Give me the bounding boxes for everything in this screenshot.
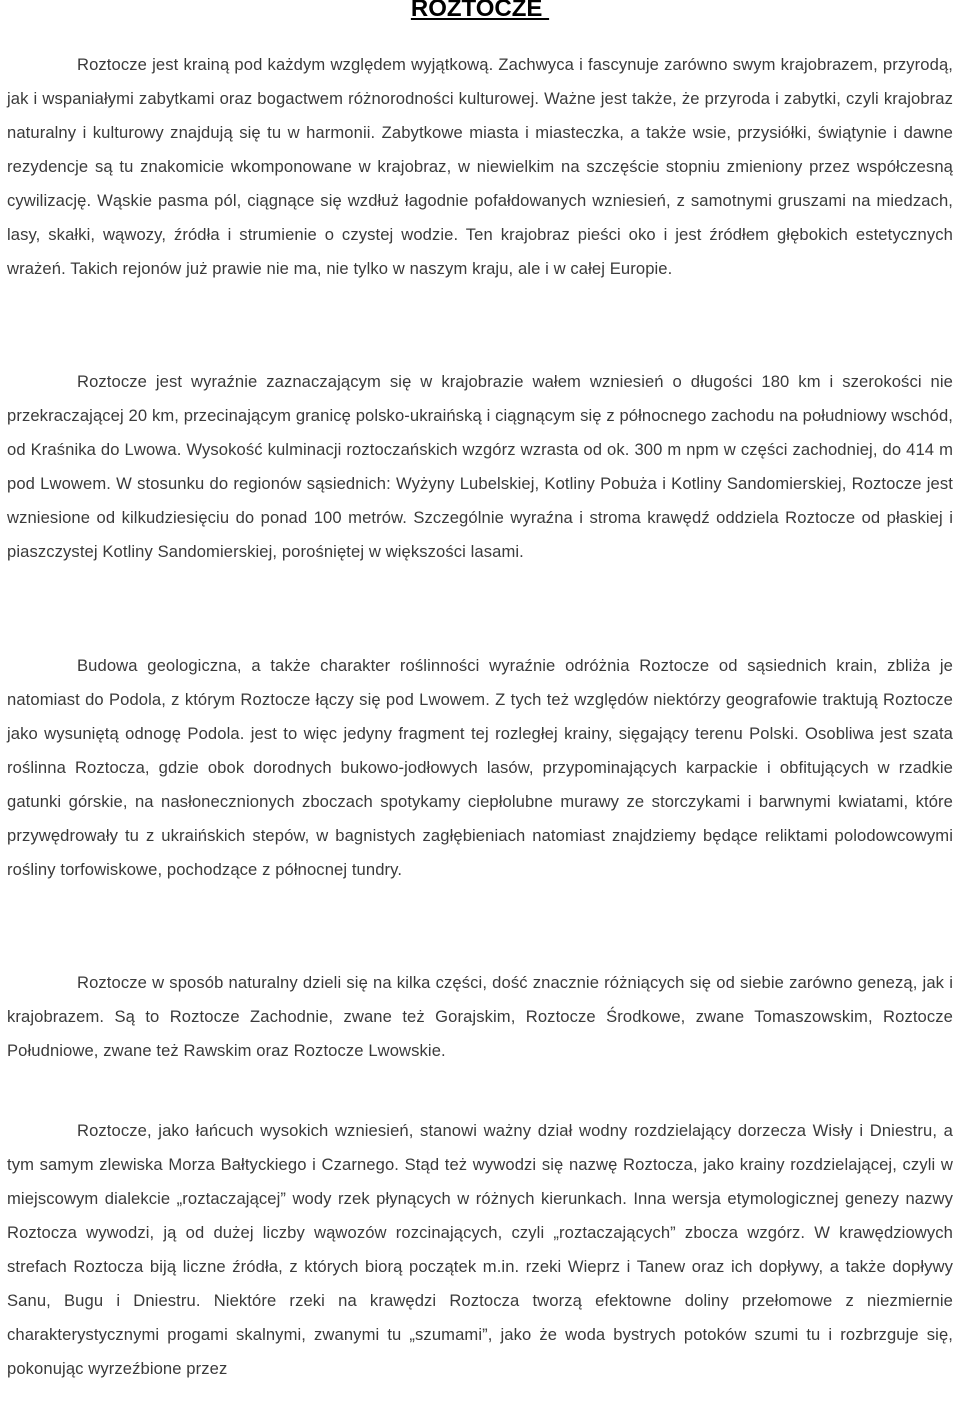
paragraph-watershed: Roztocze, jako łańcuch wysokich wzniesień, stanowi ważny dział wodny rozdzielający dorzecza Wisły i Dniestru, a tym samym zlewiska Morza Bałtyckiego i Czarnego. Stąd też wywodzi się nazwę Roztocza, jako krainy rozdzielającej, czyli w miejscowym dialekcie „roztaczającej” wody rzek płynących w różnych kierunkach. Inna wersja etymologicznej genezy nazwy Roztocza wywodzi, ją od dużej liczby wąwozów rozcinających, czyli „roztaczających” zbocza wzgórz. W krawędziowych strefach Roztocza biją liczne źródła, z których biorą początek m.in. rzeki Wieprz i Tanew oraz ich dopływy, a także dopływy Sanu, Bugu i Dniestru. Niektóre rzeki na krawędzi Roztocza tworzą efektowne doliny przełomowe z niezmiernie charakterystycznymi progami skalnymi, zwanymi tu „szumami”, jako że woda bystrych potoków szumi tu i rozbrzguje się, pokonując wyrzeźbione przez	[7, 1121, 953, 1378]
paragraph-intro: Roztocze jest krainą pod każdym względem wyjątkową. Zachwyca i fascynuje zarówno swym krajobrazem, przyrodą, jak i wspaniałymi zabytkami oraz bogactwem różnorodności kulturowej. Ważne jest także, że przyroda i zabytki, czyli krajobraz naturalny i kulturowy znajdują się tu w harmonii. Zabytkowe miasta i miasteczka, a także wsie, przysiółki, świątynie i dawne rezydencje są tu znakomicie wkomponowane w krajobraz, w niewielkim na szczęście stopniu zmieniony przez współczesną cywilizację. Wąskie pasma pól, ciągnące się wzdłuż łagodnie pofałdowanych wzniesień, z samotnymi gruszami na miedzach, lasy, skałki, wąwozy, źródła i strumienie o czystej wodzie. Ten krajobraz pieści oko i jest źródłem głębokich estetycznych wrażeń. Takich rejonów już prawie nie ma, nie tylko w naszym kraju, ale i w całej Europie.	[7, 55, 953, 278]
document-title: ROZTOCZE	[410, 0, 550, 22]
paragraph-geography: Roztocze jest wyraźnie zaznaczającym się w krajobrazie wałem wzniesień o długości 180 km i szerokości nie przekraczającej 20 km, przecinającym granicę polsko-ukraińską i ciągnącym się z północnego zachodu na południowy wschód, od Kraśnika do Lwowa. Wysokość kulminacji roztoczańskich wzgórz wzrasta od ok. 300 m npm w części zachodniej, do 414 m pod Lwowem. W stosunku do regionów sąsiednich: Wyżyny Lubelskiej, Kotliny Pobuża i Kotliny Sandomierskiej, Roztocze jest wzniesione od kilkudziesięciu do ponad 100 metrów. Szczególnie wyraźna i stroma krawędź oddziela Roztocze od płaskiej i piaszczystej Kotliny Sandomierskiej, porośniętej w większości lasami.	[7, 372, 953, 561]
paragraph-regions: Roztocze w sposób naturalny dzieli się na kilka części, dość znacznie różniących się od siebie zarówno genezą, jak i krajobrazem. Są to Roztocze Zachodnie, zwane też Gorajskim, Roztocze Środkowe, zwane Tomaszowskim, Roztocze Południowe, zwane też Rawskim oraz Roztocze Lwowskie.	[7, 973, 953, 1060]
paragraph-geology-flora: Budowa geologiczna, a także charakter roślinności wyraźnie odróżnia Roztocze od sąsiednich krain, zbliża je natomiast do Podola, z którym Roztocze łączy się pod Lwowem. Z tych też względów niektórzy geografowie traktują Roztocze jako wysuniętą odnogę Podola. jest to więc jedyny fragment tej rozległej krainy, sięgający terenu Polski. Osobliwa jest szata roślinna Roztocza, gdzie obok dorodnych bukowo-jodłowych lasów, przypominających karpackie i obfitujących w rzadkie gatunki górskie, na nasłonecznionych zboczach spotykamy ciepłolubne murawy ze storczykami i barwnymi kwiatami, które przywędrowały tu z ukraińskich stepów, w bagnistych zagłębieniach natomiast znajdziemy będące reliktami polodowcowymi rośliny torfowiskowe, pochodzące z północnej tundry.	[7, 656, 953, 879]
